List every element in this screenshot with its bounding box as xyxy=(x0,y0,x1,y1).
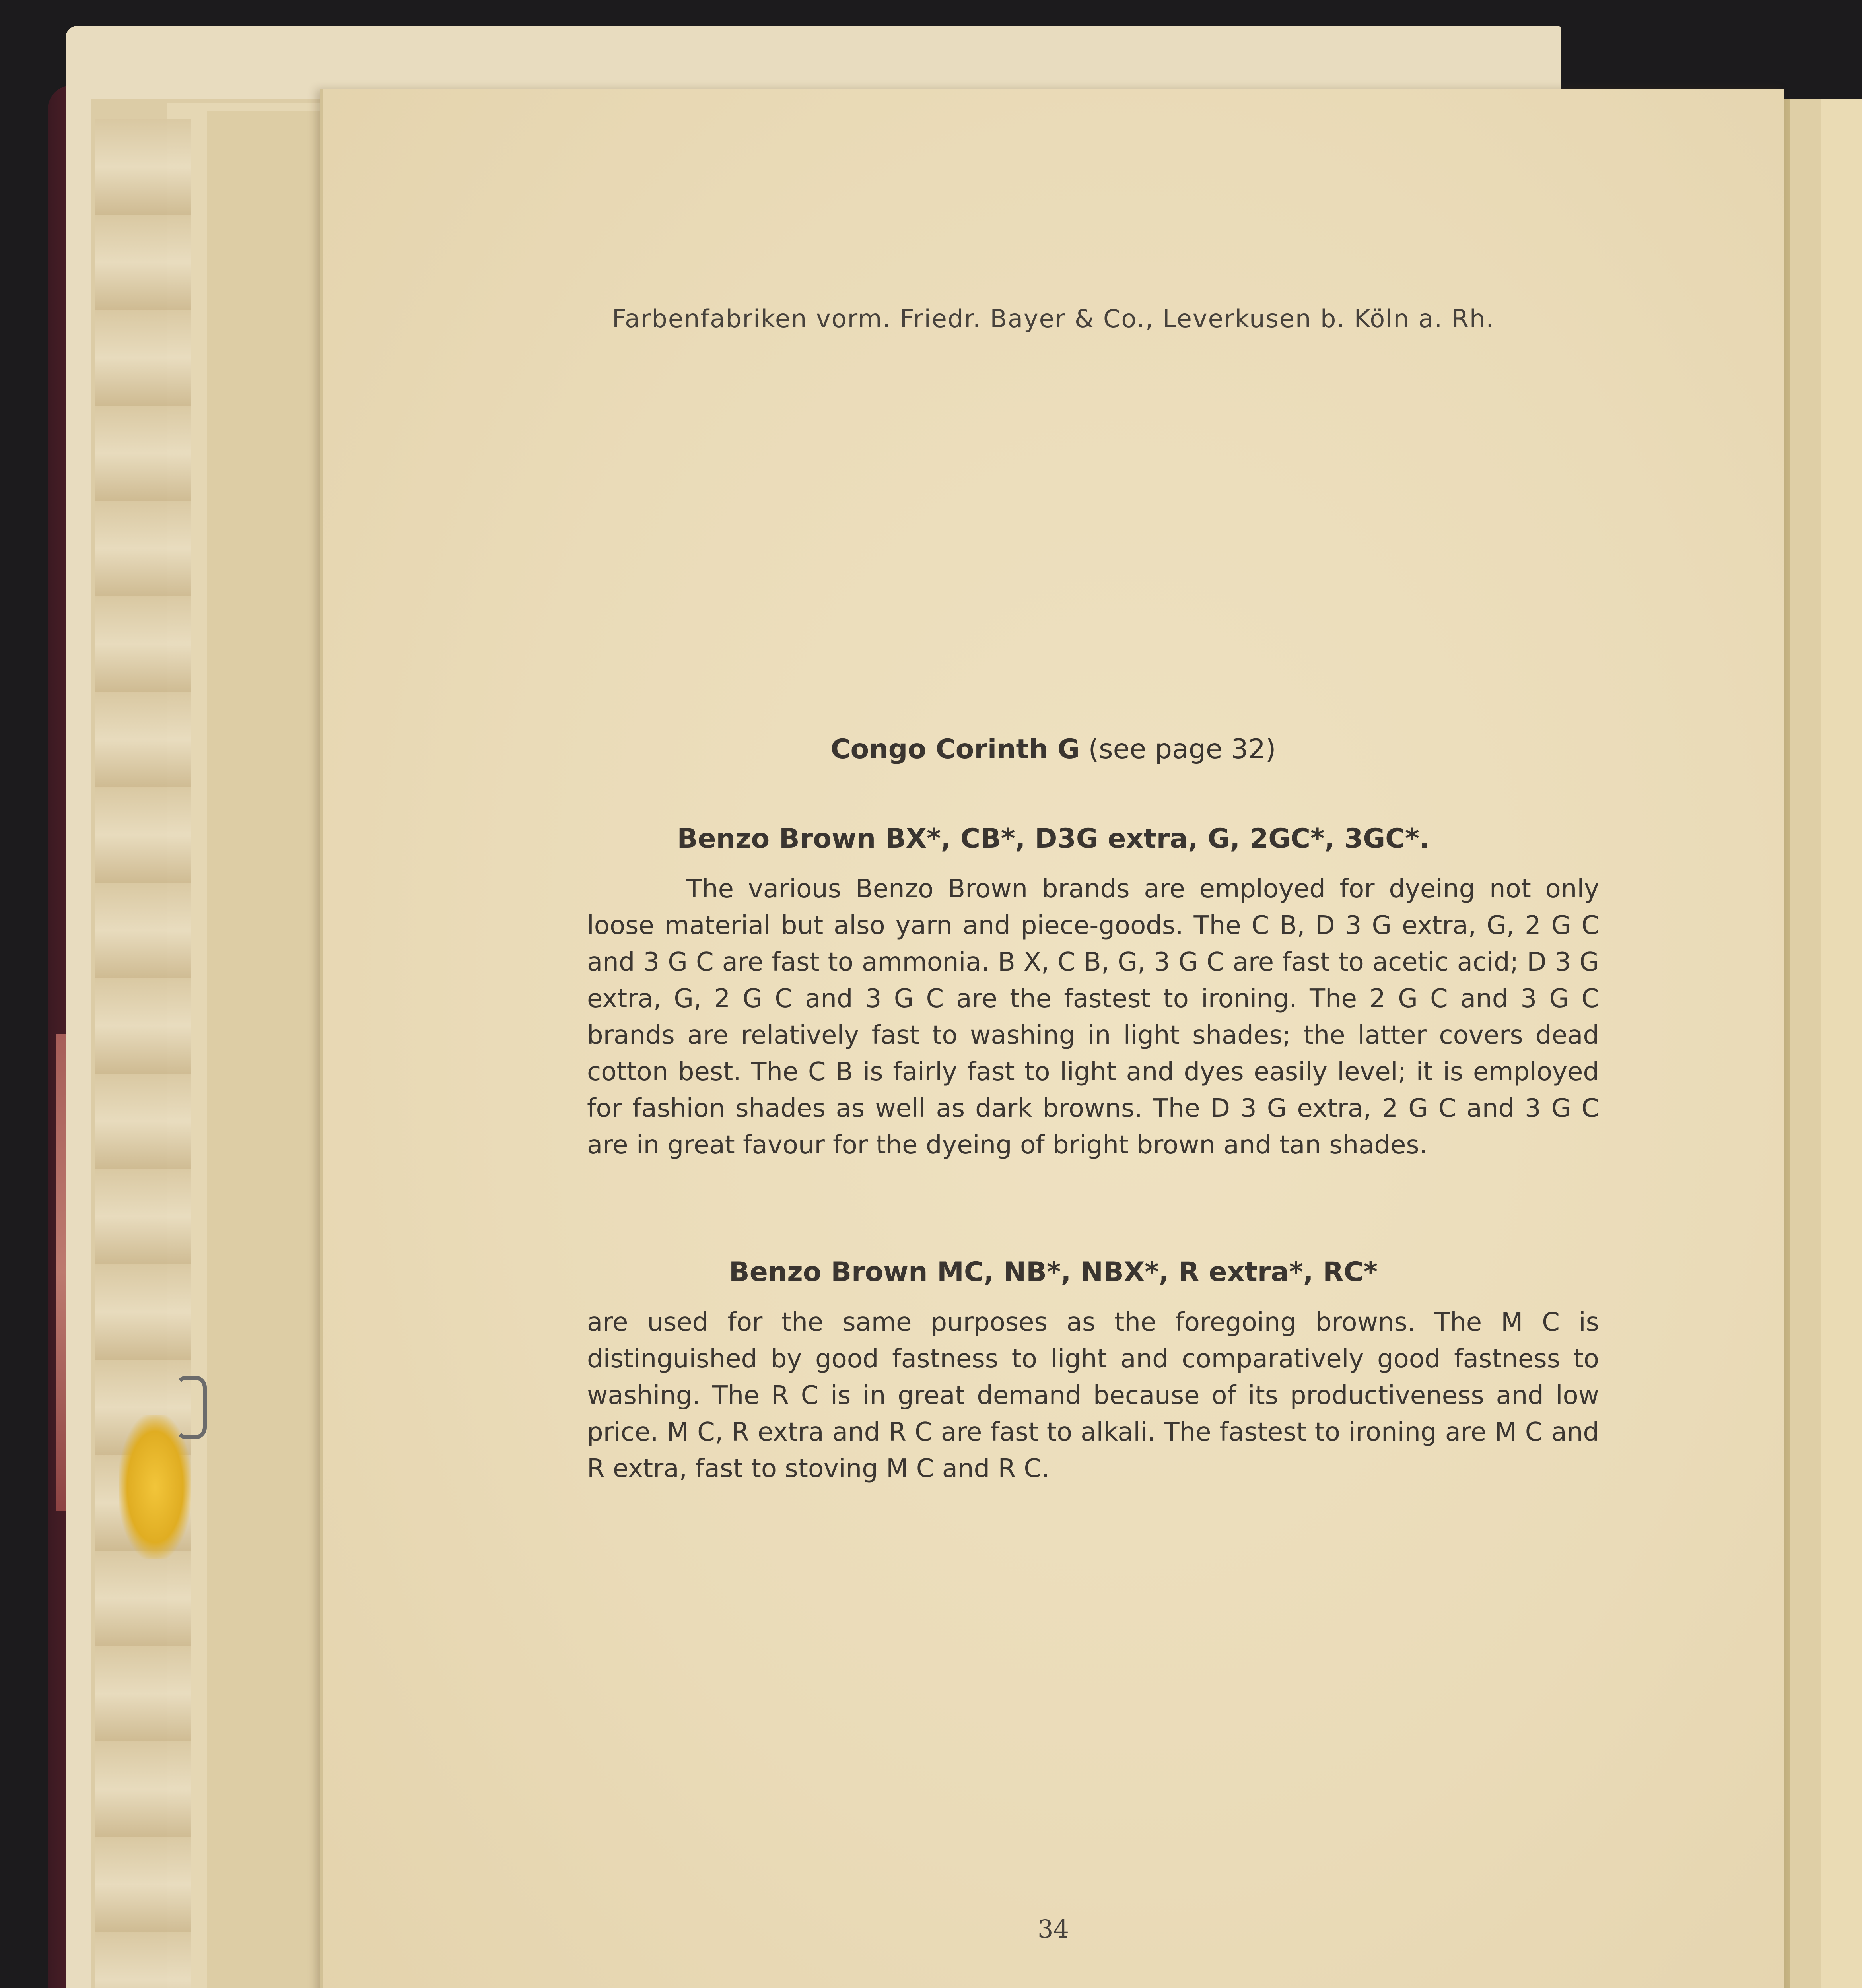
section-heading xyxy=(323,734,1784,765)
heading-bold: Benzo Brown BX*, CB*, D3G extra, G, 2GC*, 3GC*. xyxy=(677,823,1430,854)
section-body: are used for the same purposes as the foregoing browns. The M C is distinguished by good fastness to light and comparatively good fastness to washing. The R C is in great demand because of its productiveness and low price. M C, R extra and R C are fast to alkali. The fastest to ironing are M C and R extra, fast to stoving M C and R C. xyxy=(587,1308,1599,1483)
torn-page-edges xyxy=(95,119,191,1988)
book-page xyxy=(320,89,1784,1988)
heading-bold: Congo Corinth G xyxy=(830,734,1080,765)
metal-clip-icon xyxy=(175,1376,207,1439)
section-body: The various Benzo Brown brands are employed for dyeing not only loose material but also yarn and piece-goods. The C B, D 3 G extra, G, 2 G C and 3 G C are fast to ammonia. B X, C B, G, 3 G C are fast to acetic acid; D 3 G extra, G, 2 G C and 3 G C are the fastest to ironing. The 2 G C and 3 G C brands are relatively fast to washing in light shades; the latter covers dead cotton best. The C B is fairly fast to light and dyes easily level; it is employed for fashion shades as well as dark browns. The D 3 G extra, 2 G C and 3 G C are in great favour for the dyeing of bright brown and tan shades. xyxy=(587,874,1599,1160)
facing-page xyxy=(1821,99,1862,1988)
heading-bold: Benzo Brown MC, NB*, NBX*, R extra*, RC* xyxy=(729,1256,1378,1288)
heading-rest: (see page 32) xyxy=(1080,734,1276,765)
running-head: Farbenfabriken vorm. Friedr. Bayer & Co., Leverkusen b. Köln a. Rh. xyxy=(612,304,1495,333)
section-heading xyxy=(323,1256,1784,1288)
page-number: 34 xyxy=(1038,1914,1069,1943)
section-heading xyxy=(323,823,1784,854)
